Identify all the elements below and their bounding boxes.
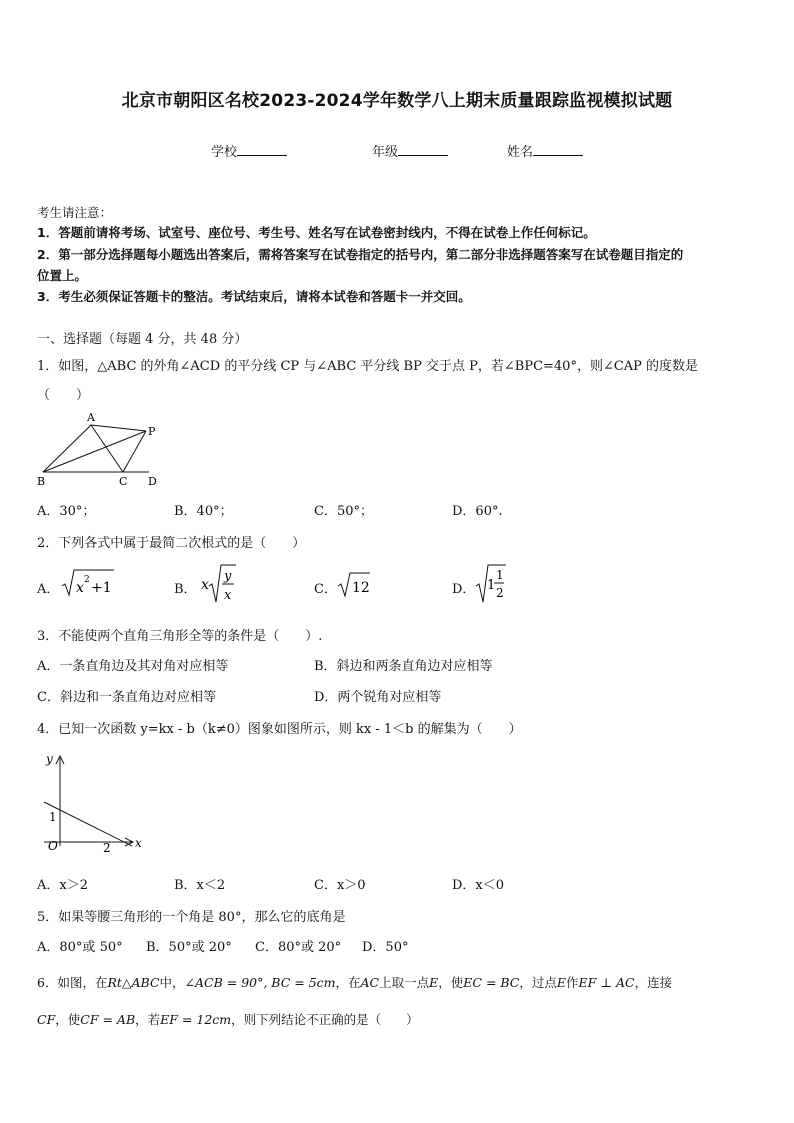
q5-option-a: A．80°或 50° [37,940,123,955]
section-heading: 一、选择题（每题 4 分，共 48 分） [37,332,248,347]
q6-math-cf-ab: CF = AB [80,1012,136,1027]
school-label: 学校 [211,145,238,160]
notice-item-2: 2．第一部分选择题每小题选出答案后，需将答案写在试卷指定的括号内，第二部分非选择题答案写在试卷题目指定的 [37,247,684,262]
q1-paren: （ ） [37,388,90,403]
q6-text-1k: ，过点 [519,975,557,990]
q4-option-d: D．x＜0 [452,878,505,893]
q6-text-1m: 作 [566,975,579,990]
q3-stem: 3．不能使两个直角三角形全等的条件是（ ）. [37,629,323,644]
page-title: 北京市朝阳区名校2023-2024学年数学八上期末质量跟踪监视模拟试题 [121,91,673,111]
q2d-whole: 1 [487,578,496,593]
grade-field [372,141,448,160]
q4-option-a: A．x＞2 [37,878,88,893]
label-a: A [87,411,95,424]
q6-math-triangle: Rt△ABC [107,975,160,990]
q6-text-1c: 中， [159,975,185,990]
label-b: B [37,475,46,488]
q5-option-d: D．50° [362,940,409,955]
q3-option-d: D．两个锐角对应相等 [314,690,442,705]
school-blank[interactable] [237,143,287,156]
line-ap [91,425,146,431]
grade-label: 年级 [372,145,399,160]
q2-label-a: A． [37,582,60,597]
notice-item-1: 1．答题前请将考场、试室号、座位号、考生号、姓名写在试卷密封线内，不得在试卷上作任何标记。 [37,225,596,240]
label-c: C [119,475,128,488]
q6-math-ef: EF = 12cm [160,1012,232,1027]
q2b-den: x [224,588,232,603]
q2-option-d-expr [474,562,508,606]
q4-stem: 4．已知一次函数 y=kx - b（k≠0）图象如图所示，则 kx - 1＜b 的解集为（ ） [37,722,522,737]
label-y: y [46,752,53,766]
q5-option-c: C．80°或 20° [255,940,342,955]
q6-line-1 [37,973,672,991]
q6-text-1i: ，使 [438,975,464,990]
q6-text-2d: ，若 [135,1012,161,1027]
q6-text-1o: ，连接 [634,975,673,990]
q6-math-ef-perp: EF ⊥ AC [578,975,635,990]
q6-math-e: E [429,975,439,990]
line-bp [43,431,146,472]
line-ba [43,425,91,472]
q3-option-c: C．斜边和一条直角边对应相等 [37,690,216,705]
q6-math-ec-bc: EC = BC [463,975,520,990]
q6-math-ac: AC [360,975,380,990]
q2-stem: 2．下列各式中属于最简二次根式的是（ ） [37,536,306,551]
label-two: 2 [103,841,111,855]
q2-option-b-expr [196,562,238,606]
q2a-base: x [76,580,84,596]
q6-text-1e: ，在 [335,975,361,990]
q2-label-c: C． [314,582,337,597]
label-d: D [148,475,157,488]
q2b-coef: x [201,577,209,593]
q2-option-c-expr [336,570,372,600]
name-label: 姓名 [507,145,534,160]
q3-option-a: A．一条直角边及其对角对应相等 [37,659,229,674]
q4-option-b: B．x＜2 [174,878,226,893]
line-ac [91,425,123,472]
notice-item-2-cont: 位置上。 [37,268,88,283]
q2-label-b: B． [174,582,197,597]
line-cp [123,431,146,472]
name-blank[interactable] [533,143,583,156]
q2b-num: y [224,569,232,584]
q5-option-b: B．50°或 20° [146,940,232,955]
q1-option-c: C．50°； [314,504,373,519]
q6-math-cf: CF [37,1012,56,1027]
q6-text-1g: 上取一点 [379,975,430,990]
q4-figure [36,750,146,860]
q1-option-d: D．60°. [452,504,503,519]
q2d-den: 2 [496,586,504,600]
label-origin: O [48,839,58,853]
label-one: 1 [49,810,57,824]
q1-option-b: B．40°； [174,504,233,519]
label-p: P [148,425,156,438]
q2a-exp: 2 [84,575,90,585]
notice-heading: 考生请注意： [37,205,113,220]
notice-item-3: 3．考生必须保证答题卡的整洁。考试结束后，请将本试卷和答题卡一并交回。 [37,289,471,304]
q3-option-b: B．斜边和两条直角边对应相等 [314,659,493,674]
q4-option-c: C．x＞0 [314,878,366,893]
q1-stem: 1．如图，△ABC 的外角∠ACD 的平分线 CP 与∠ABC 平分线 BP 交于点 P，若∠BPC=40°，则∠CAP 的度数是 [37,359,699,374]
q1-option-a: A．30°； [37,504,96,519]
label-x: x [135,836,142,850]
q6-text-2f: ，则下列结论不正确的是（ ） [231,1012,419,1027]
q2a-plus: +1 [91,580,112,596]
name-field [507,141,583,160]
q5-stem: 5．如果等腰三角形的一个角是 80°，那么它的底角是 [37,910,346,925]
q2-option-a-expr [60,566,116,600]
q2-label-d: D． [452,582,476,597]
q2c-rad: 12 [352,580,370,596]
q6-math-given: ∠ACB = 90°, BC = 5cm [184,975,336,990]
q6-math-e2: E [556,975,567,990]
q6-line-2 [37,1010,419,1028]
grade-blank[interactable] [398,143,448,156]
q6-text-1a: 6．如图，在 [37,975,108,990]
q6-text-2b: ，使 [55,1012,81,1027]
q2d-num: 1 [496,568,504,582]
school-field [211,141,287,160]
q1-figure [36,410,166,490]
